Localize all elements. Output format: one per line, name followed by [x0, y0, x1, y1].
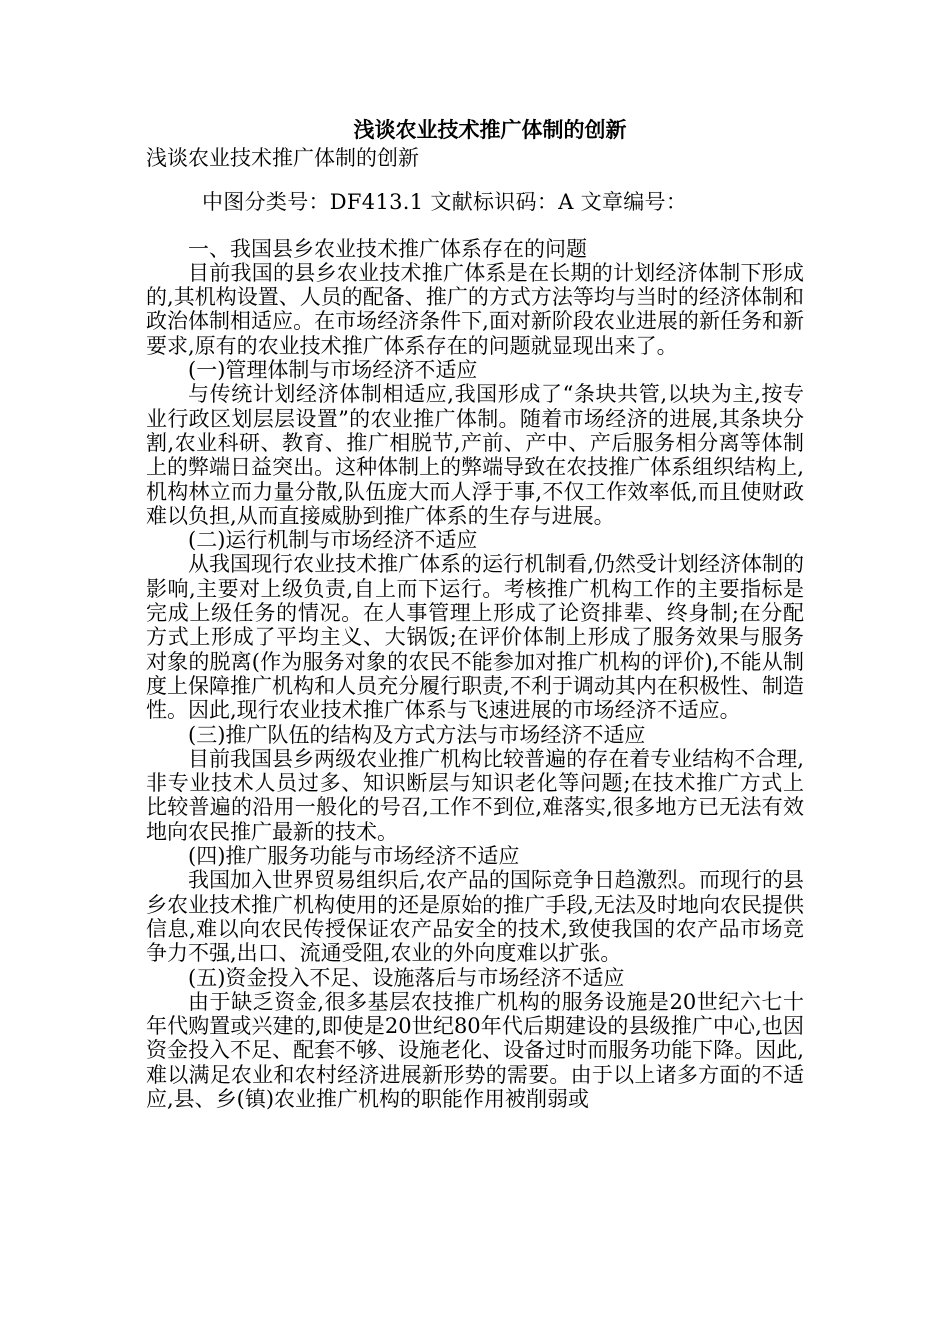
subsection-heading-2: (二)运行机制与市场经济不适应 [188, 528, 478, 553]
subsection-heading-3: (三)推广队伍的结构及方式方法与市场经济不适应 [188, 722, 646, 747]
section-intro-paragraph: 目前我国的县乡农业技术推广体系是在长期的计划经济体制下形成的,其机构设置、人员的配备、推广的方式方法等均与当时的经济体制和政治体制相适应。在市场经济条件下,面对新阶段农业进展的新任务和新要求,原有的农业技术推广体系存在的问题就显现出来了。 [146, 260, 804, 358]
subsection-paragraph-2: 从我国现行农业技术推广体系的运行机制看,仍然受计划经济体制的影响,主要对上级负责,自上而下运行。考核推广机构工作的主要指标是完成上级任务的情况。在人事管理上形成了论资排辈、终身制;在分配方式上形成了平均主义、大锅饭;在评价体制上形成了服务效果与服务对象的脱离(作为服务对象的农民不能参加对推广机构的评价),不能从制度上保障推广机构和人员充分履行职责,不利于调动其内在积极性、制造性。因此,现行农业技术推广体系与飞速进展的市场经济不适应。 [146, 552, 804, 723]
subsection-paragraph-5: 由于缺乏资金,很多基层农技推广机构的服务设施是20世纪六七十年代购置或兴建的,即使是20世纪80年代后期建设的县级推广中心,也因资金投入不足、配套不够、设施老化、设备过时而服务功能下降。因此,难以满足农业和农村经济进展新形势的需要。由于以上诸多方面的不适应,县、乡(镇)农业推广机构的职能作用被削弱或 [146, 989, 804, 1111]
section-heading: 一、我国县乡农业技术推广体系存在的问题 [188, 236, 587, 261]
subsection-heading-4: (四)推广服务功能与市场经济不适应 [188, 844, 520, 869]
subsection-paragraph-4: 我国加入世界贸易组织后,农产品的国际竞争日趋激烈。而现行的县乡农业技术推广机构使用的还是原始的推广手段,无法及时地向农民提供信息,难以向农民传授保证农产品安全的技术,致使我国的农产品市场竞争力不强,出口、流通受阻,农业的外向度难以扩张。 [146, 868, 804, 966]
subsection-paragraph-1: 与传统计划经济体制相适应,我国形成了“条块共管,以块为主,按专业行政区划层层设置”的农业推广体制。随着市场经济的进展,其条块分割,农业科研、教育、推广相脱节,产前、产中、产后服务相分离等体制上的弊端日益突出。这种体制上的弊端导致在农技推广体系组织结构上,机构林立而力量分散,队伍庞大而人浮于事,不仅工作效率低,而且使财政难以负担,从而直接威胁到推广体系的生存与进展。 [146, 382, 804, 528]
subsection-heading-1: (一)管理体制与市场经济不适应 [188, 358, 478, 383]
document-title: 浅谈农业技术推广体制的创新 [353, 117, 627, 142]
document-page [146, 118, 804, 1111]
classification-line: 中图分类号：DF413.1 文献标识码：A 文章编号： [202, 190, 688, 215]
document-subtitle: 浅谈农业技术推广体制的创新 [146, 146, 419, 170]
subsection-heading-5: (五)资金投入不足、设施落后与市场经济不适应 [188, 965, 625, 990]
subsection-paragraph-3: 目前我国县乡两级农业推广机构比较普遍的存在着专业结构不合理,非专业技术人员过多、知识断层与知识老化等问题;在技术推广方式上比较普遍的沿用一般化的号召,工作不到位,难落实,很多地方已无法有效地向农民推广最新的技术。 [146, 746, 804, 844]
